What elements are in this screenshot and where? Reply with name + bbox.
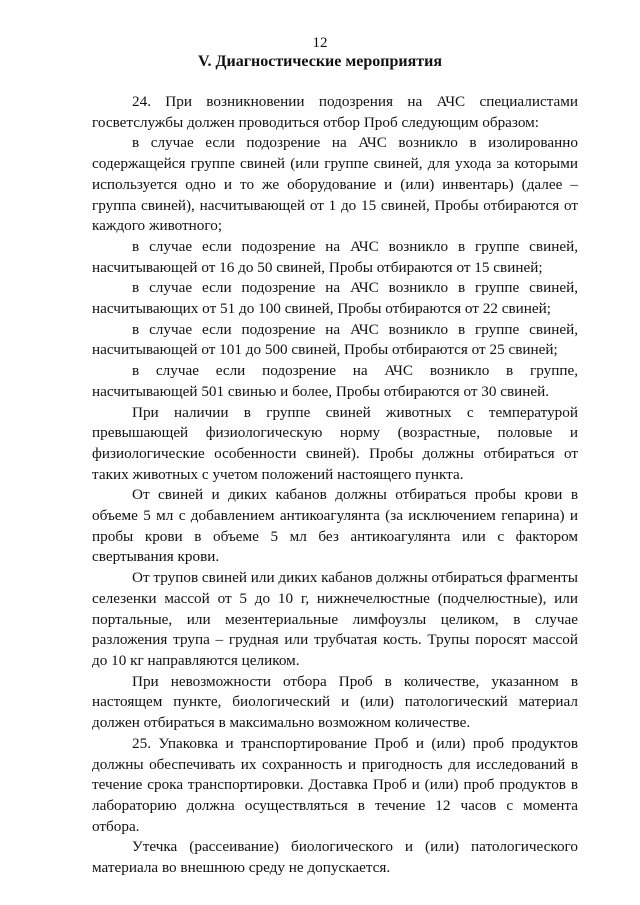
paragraph-carcass-samples: От трупов свиней или диких кабанов должны отбираться фрагменты селезенки массой от 5 до 10 г, нижнечелюстные (подчелюстные), или портальные, или мезентериальные лимфоузлы целиком, в случае разложения трупа – грудная или трубчатая кость. Трупы поросят массой до 10 кг направляются целиком. bbox=[92, 569, 578, 669]
section-title: V. Диагностические мероприятия bbox=[198, 53, 442, 70]
document-body bbox=[92, 92, 578, 879]
paragraph-24-intro: 24. При возникновении подозрения на АЧС специалистами госветслужбы должен проводиться отбор Проб следующим образом: bbox=[92, 93, 578, 131]
paragraph-leakage: Утечка (рассеивание) биологического и (или) патологического материала во внешнюю среду не допускается. bbox=[92, 838, 578, 877]
paragraph-group-101-500: в случае если подозрение на АЧС возникло в группе свиней, насчитывающей от 101 до 500 свиней, Пробы отбираются от 25 свиней; bbox=[92, 320, 578, 359]
paragraph-temperature: При наличии в группе свиней животных с температурой превышающей физиологическую норму (возрастные, половые и физиологические особенности свиней). Пробы должны отбираться от таких животных с учетом положений настоящего пункта. bbox=[92, 403, 578, 483]
page-number: 12 bbox=[312, 35, 328, 51]
paragraph-25-transport: 25. Упаковка и транспортирование Проб и (или) проб продуктов должны обеспечивать их сохранность и пригодность для исследований в течение срока транспортировки. Доставка Проб и (или) проб продуктов в лабораторию должна осуществляться в течение 12 часов с момента отбора. bbox=[92, 734, 578, 835]
paragraph-group-501-plus: в случае если подозрение на АЧС возникло в группе, насчитывающей 501 свинью и более, Пробы отбираются от 30 свиней. bbox=[92, 362, 578, 400]
paragraph-max-quantity: При невозможности отбора Проб в количестве, указанном в настоящем пункте, биологический и (или) патологический материал должен отбираться в максимально возможном количестве. bbox=[92, 672, 578, 732]
paragraph-group-1-15: в случае если подозрение на АЧС возникло в изолированно содержащейся группе свиней (или группе свиней, для ухода за которыми используется одно и то же оборудование и (или) инвентарь) (далее – группа свиней), насчитывающей от 1 до 15 свиней, Пробы отбираются от каждого животного; bbox=[92, 134, 578, 235]
paragraph-blood-samples: От свиней и диких кабанов должны отбираться пробы крови в объеме 5 мл с добавлением антикоагулянта (за исключением гепарина) и пробы крови в объеме 5 мл без антикоагулянта или с фактором свертывания крови. bbox=[92, 486, 578, 566]
paragraph-group-16-50: в случае если подозрение на АЧС возникло в группе свиней, насчитывающей от 16 до 50 свиней, Пробы отбираются от 15 свиней; bbox=[92, 237, 578, 276]
paragraph-group-51-100: в случае если подозрение на АЧС возникло в группе свиней, насчитывающих от 51 до 100 свиней, Пробы отбираются от 22 свиней; bbox=[92, 279, 578, 318]
